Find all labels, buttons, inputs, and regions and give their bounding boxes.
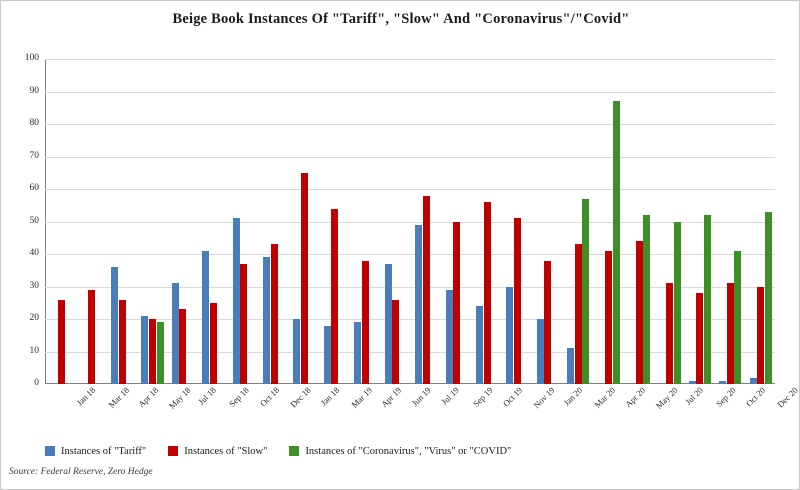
x-tick-label: Jul 18 — [195, 385, 218, 407]
bar-group — [471, 59, 501, 384]
bar — [696, 293, 703, 384]
bar — [734, 251, 741, 384]
legend-swatch-icon — [168, 446, 178, 456]
x-tick-label: Sep 20 — [713, 385, 738, 409]
y-tick-label: 40 — [29, 248, 39, 258]
bar — [141, 316, 148, 384]
x-tick-label: Apr 19 — [379, 385, 404, 410]
bar — [636, 241, 643, 384]
bar — [613, 101, 620, 384]
x-tick-label: Sep 19 — [470, 385, 495, 409]
bar — [88, 290, 95, 384]
bar — [324, 326, 331, 385]
x-tick-label: Jan 20 — [561, 385, 585, 408]
y-tick-label: 20 — [29, 313, 39, 323]
bar-group — [349, 59, 379, 384]
bar — [157, 322, 164, 384]
x-tick-label: May 20 — [653, 385, 680, 411]
plot-area — [45, 59, 775, 384]
y-tick-label: 50 — [29, 215, 39, 226]
bar — [263, 257, 270, 384]
y-tick-label: 80 — [29, 118, 39, 128]
bar — [233, 218, 240, 384]
chart-title: Beige Book Instances Of "Tariff", "Slow" And "Coronavirus"/"Covid" — [172, 11, 630, 27]
legend-item[interactable] — [289, 446, 511, 457]
x-tick-label: Jan 18 — [318, 385, 341, 408]
bar — [392, 300, 399, 385]
bar-group — [684, 59, 714, 384]
bar — [704, 215, 711, 384]
bar — [476, 306, 483, 384]
bar-group — [167, 59, 197, 384]
y-tick-label: 0 — [34, 378, 39, 388]
x-tick-label: Apr 18 — [136, 385, 161, 410]
bar-group — [653, 59, 683, 384]
x-tick-label: Mar 20 — [592, 385, 618, 410]
bar-group — [714, 59, 744, 384]
x-tick-label: Oct 18 — [257, 385, 281, 409]
legend-label: Instances of "Tariff" — [61, 445, 147, 457]
bar — [506, 287, 513, 385]
y-tick-label: 90 — [29, 85, 39, 96]
bar-group — [258, 59, 288, 384]
bar — [575, 244, 582, 384]
bar — [719, 381, 726, 384]
x-tick-label: Dec 18 — [288, 385, 313, 410]
bar — [202, 251, 209, 384]
y-tick-label: 70 — [29, 150, 39, 161]
x-tick-label: Dec 20 — [774, 385, 800, 410]
bar-group — [288, 59, 318, 384]
bar — [331, 209, 338, 385]
x-tick-label: Oct 19 — [500, 385, 525, 409]
bar-group — [380, 59, 410, 384]
x-tick-label: Jul 19 — [439, 385, 462, 407]
bar — [362, 261, 369, 385]
bar — [666, 283, 673, 384]
bar — [689, 381, 696, 384]
x-tick-label: Nov 19 — [531, 385, 558, 411]
bar — [119, 300, 126, 385]
bar — [301, 173, 308, 384]
bar-group — [106, 59, 136, 384]
legend-swatch-icon — [289, 446, 299, 456]
y-tick-label: 10 — [29, 345, 39, 356]
y-tick-label: 60 — [29, 183, 39, 193]
bar — [727, 283, 734, 384]
chart-legend — [45, 442, 775, 460]
bar — [58, 300, 65, 385]
bar-group — [45, 59, 75, 384]
x-tick-label: Jul 20 — [682, 385, 705, 407]
source-note: Source: Federal Reserve, Zero Hedge — [9, 467, 153, 477]
bar — [484, 202, 491, 384]
bar-group — [75, 59, 105, 384]
bar — [446, 290, 453, 384]
bar-group — [136, 59, 166, 384]
bar — [643, 215, 650, 384]
bar — [354, 322, 361, 384]
bar-group — [319, 59, 349, 384]
bar — [423, 196, 430, 385]
bar — [415, 225, 422, 384]
bar — [453, 222, 460, 385]
bar — [765, 212, 772, 384]
x-tick-label: Jun 19 — [409, 385, 433, 409]
bar — [757, 287, 764, 385]
bar-group — [562, 59, 592, 384]
bar — [567, 348, 574, 384]
bar-group — [440, 59, 470, 384]
legend-label: Instances of "Coronavirus", "Virus" or "COVID" — [305, 445, 512, 457]
bar — [179, 309, 186, 384]
bar — [240, 264, 247, 384]
bar-group — [228, 59, 258, 384]
bar — [111, 267, 118, 384]
x-tick-label: Mar 19 — [349, 385, 375, 410]
x-tick-label: Jan 18 — [74, 385, 98, 408]
y-tick-label: 30 — [29, 280, 39, 291]
y-tick-label: 100 — [24, 53, 39, 63]
y-axis-labels — [1, 53, 45, 388]
bar — [385, 264, 392, 384]
bar-group — [197, 59, 227, 384]
bar-group — [623, 59, 653, 384]
bar — [674, 222, 681, 385]
bar — [514, 218, 521, 384]
bar-group — [410, 59, 440, 384]
bar — [149, 319, 156, 384]
legend-label: Instances of "Slow" — [184, 445, 268, 457]
legend-item[interactable] — [168, 446, 267, 457]
x-axis-labels — [45, 385, 800, 440]
legend-item[interactable] — [45, 446, 146, 457]
bar — [210, 303, 217, 384]
bar-group — [501, 59, 531, 384]
bar — [544, 261, 551, 385]
bar — [750, 378, 757, 385]
bar — [293, 319, 300, 384]
bar — [271, 244, 278, 384]
bar — [605, 251, 612, 384]
x-tick-label: Apr 20 — [622, 385, 647, 410]
x-tick-label: May 18 — [167, 385, 194, 411]
bar-group — [745, 59, 775, 384]
bar — [582, 199, 589, 384]
x-tick-label: Oct 20 — [744, 385, 768, 409]
bar — [537, 319, 544, 384]
bar-group — [593, 59, 623, 384]
x-tick-label: Mar 18 — [105, 385, 131, 410]
bar-group — [532, 59, 562, 384]
bar — [172, 283, 179, 384]
legend-swatch-icon — [45, 446, 55, 456]
x-tick-label: Sep 18 — [227, 385, 251, 409]
